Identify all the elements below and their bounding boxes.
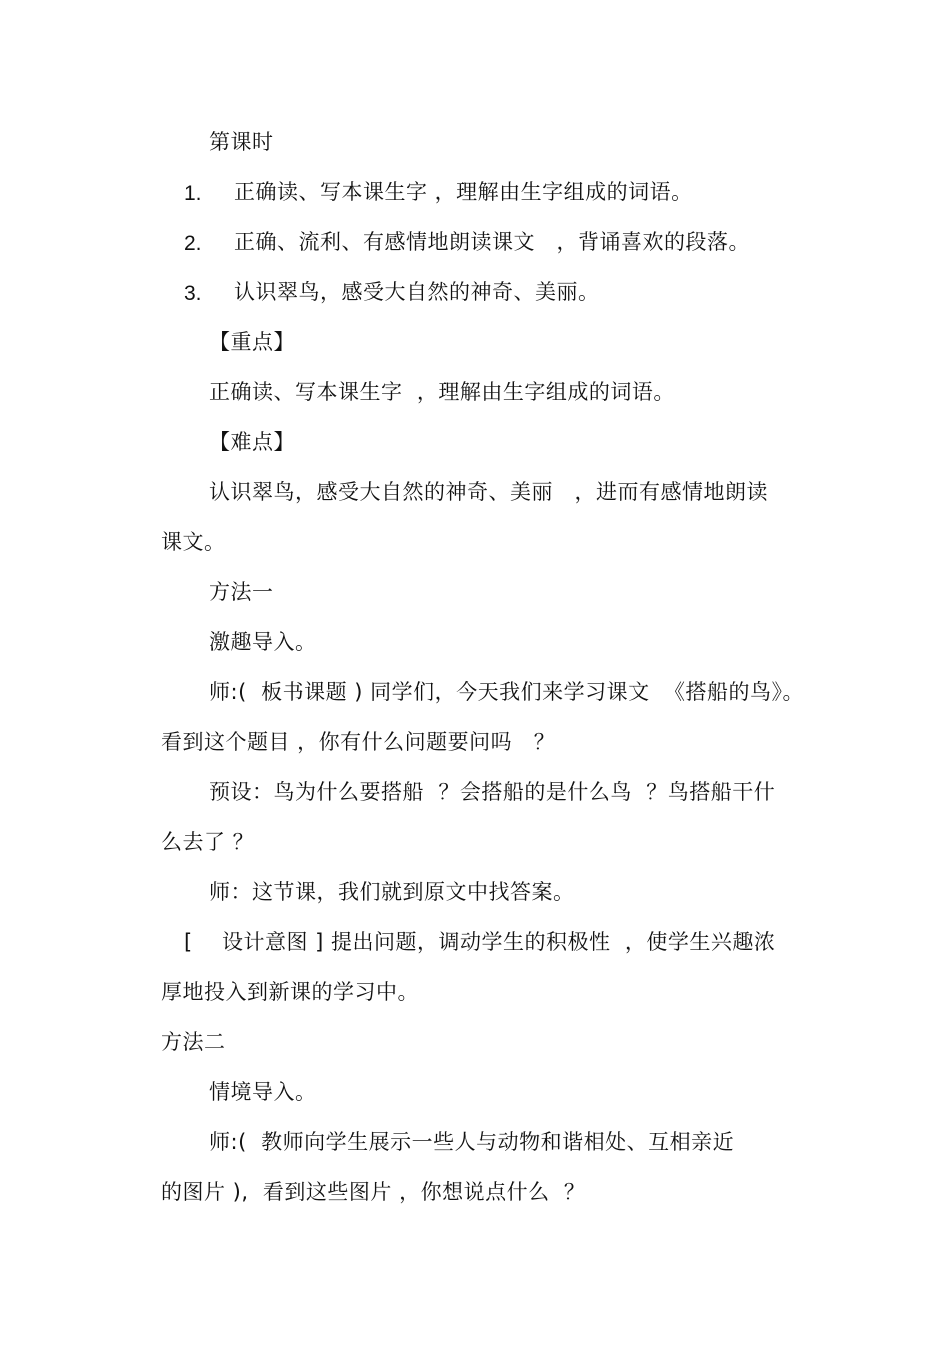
method-1-teacher-line-2: 看到这个题目 ，你有什么问题要问吗 ？ <box>161 730 556 754</box>
difficulty-label: 【难点】 <box>209 430 295 454</box>
objective-number-1: 1. <box>184 182 202 205</box>
objective-text-3: 认识翠鸟，感受大自然的神奇、美丽。 <box>234 280 600 304</box>
method-1-preset-line-1: 预设：鸟为什么要搭船 ？会搭船的是什么鸟 ？鸟搭船干什 <box>209 780 776 804</box>
design-intent-bracket: [ <box>184 930 193 954</box>
key-point-label: 【重点】 <box>209 330 295 354</box>
lesson-heading: 第课时 <box>209 130 274 154</box>
method-1-label: 方法一 <box>209 580 274 604</box>
difficulty-text-line-1: 认识翠鸟，感受大自然的神奇、美丽 ，进而有感情地朗读 <box>209 480 769 504</box>
objective-text-2: 正确、流利、有感情地朗读课文 ，背诵喜欢的段落。 <box>234 230 751 254</box>
design-intent-line-1: 设计意图 ] 提出问题，调动学生的积极性 ，使学生兴趣浓 <box>222 930 776 954</box>
key-point-text: 正确读、写本课生字 ，理解由生字组成的词语。 <box>209 380 675 404</box>
objective-text-1: 正确读、写本课生字 ，理解由生字组成的词语。 <box>234 180 693 204</box>
method-1-teacher-line-1: 师:( 板书课题 ) 同学们，今天我们来学习课文 《搭船的鸟》。 <box>209 680 805 704</box>
method-1-teacher-2: 师：这节课，我们就到原文中找答案。 <box>209 880 575 904</box>
objective-number-3: 3. <box>184 282 202 305</box>
method-2-label: 方法二 <box>161 1030 226 1054</box>
method-1-preset-line-2: 么去了 ？ <box>161 830 255 854</box>
method-2-teacher-line-1: 师:( 教师向学生展示一些人与动物和谐相处、互相亲近 <box>209 1130 735 1154</box>
difficulty-text-line-2: 课文。 <box>161 530 226 554</box>
design-intent-line-2: 厚地投入到新课的学习中。 <box>161 980 419 1004</box>
objective-number-2: 2. <box>184 232 202 255</box>
method-2-teacher-line-2: 的图片 ), 看到这些图片 ，你想说点什么 ？ <box>161 1180 586 1204</box>
method-1-title: 激趣导入。 <box>209 630 317 654</box>
method-2-title: 情境导入。 <box>209 1080 317 1104</box>
